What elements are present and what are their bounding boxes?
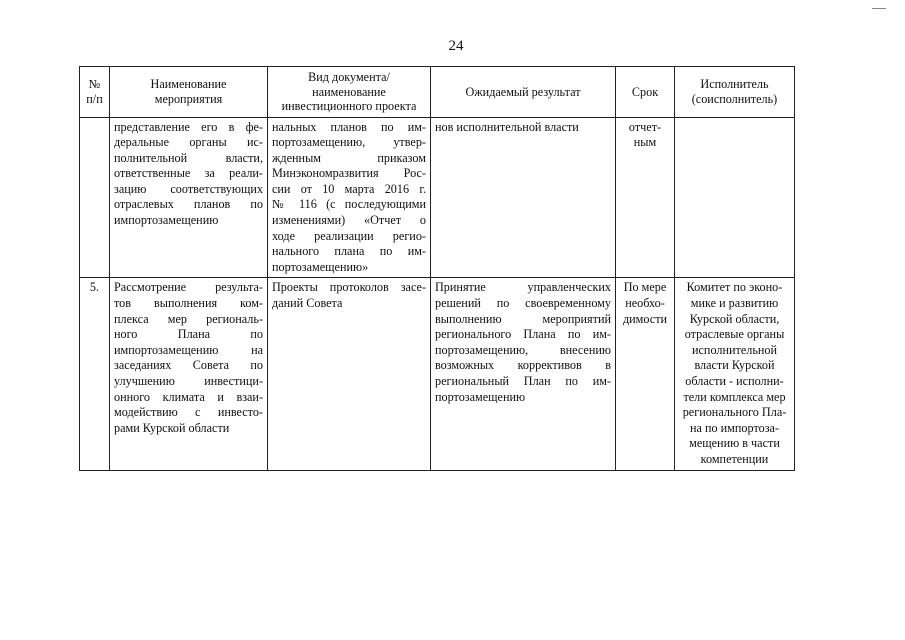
row-term: отчет- ным [616,117,675,278]
row-name: представление его в фе- деральные органы ис- полнительной власти, ответственные за реали- зацию соответствующих отраслевых планов по импортозамещению [110,117,268,278]
table-row [80,117,795,278]
table-header-row [80,67,795,118]
row-result: Принятие управленческих решений по своевременному выполнению мероприятий регионального Плана по им- портозамещению, внесению возможных коррективов в региональный План по им- портозамещению [431,278,616,470]
table-row [80,278,795,470]
row-name: Рассмотрение результа- тов выполнения ком- плекса мер региональ- ного Плана по импортозамещению на заседаниях Совета по улучшению инвестици- онного климата и взаи- модействию с инвесто- рами Курской области [110,278,268,470]
row-term: По мере необхо- димости [616,278,675,470]
header-name: Наименование мероприятия [110,67,268,118]
row-executor: Комитет по эконо- мике и развитию Курской области, отраслевые органы исполнительной власти Курской области - исполни- тели комплекса мер регионального Пла- на по импортоза- мещению в части компетенции [675,278,795,470]
header-document: Вид документа/ наименование инвестиционного проекта [268,67,431,118]
corner-mark [872,8,886,9]
header-executor: Исполнитель (соисполнитель) [675,67,795,118]
measures-table [79,66,795,471]
header-result: Ожидаемый результат [431,67,616,118]
page-number: 24 [448,38,464,54]
row-executor [675,117,795,278]
row-document: Проекты протоколов засе- даний Совета [268,278,431,470]
row-document: нальных планов по им- портозамещению, утвер- жденным приказом Минэкономразвития Рос- сии от 10 марта 2016 г. № 116 (с последующими изменениями) «Отчет о ходе реализации регио- нального плана по им- портозамещению» [268,117,431,278]
row-num: 5. [80,278,110,470]
row-num [80,117,110,278]
header-num: № п/п [80,67,110,118]
row-result: нов исполнительной власти [431,117,616,278]
header-term: Срок [616,67,675,118]
